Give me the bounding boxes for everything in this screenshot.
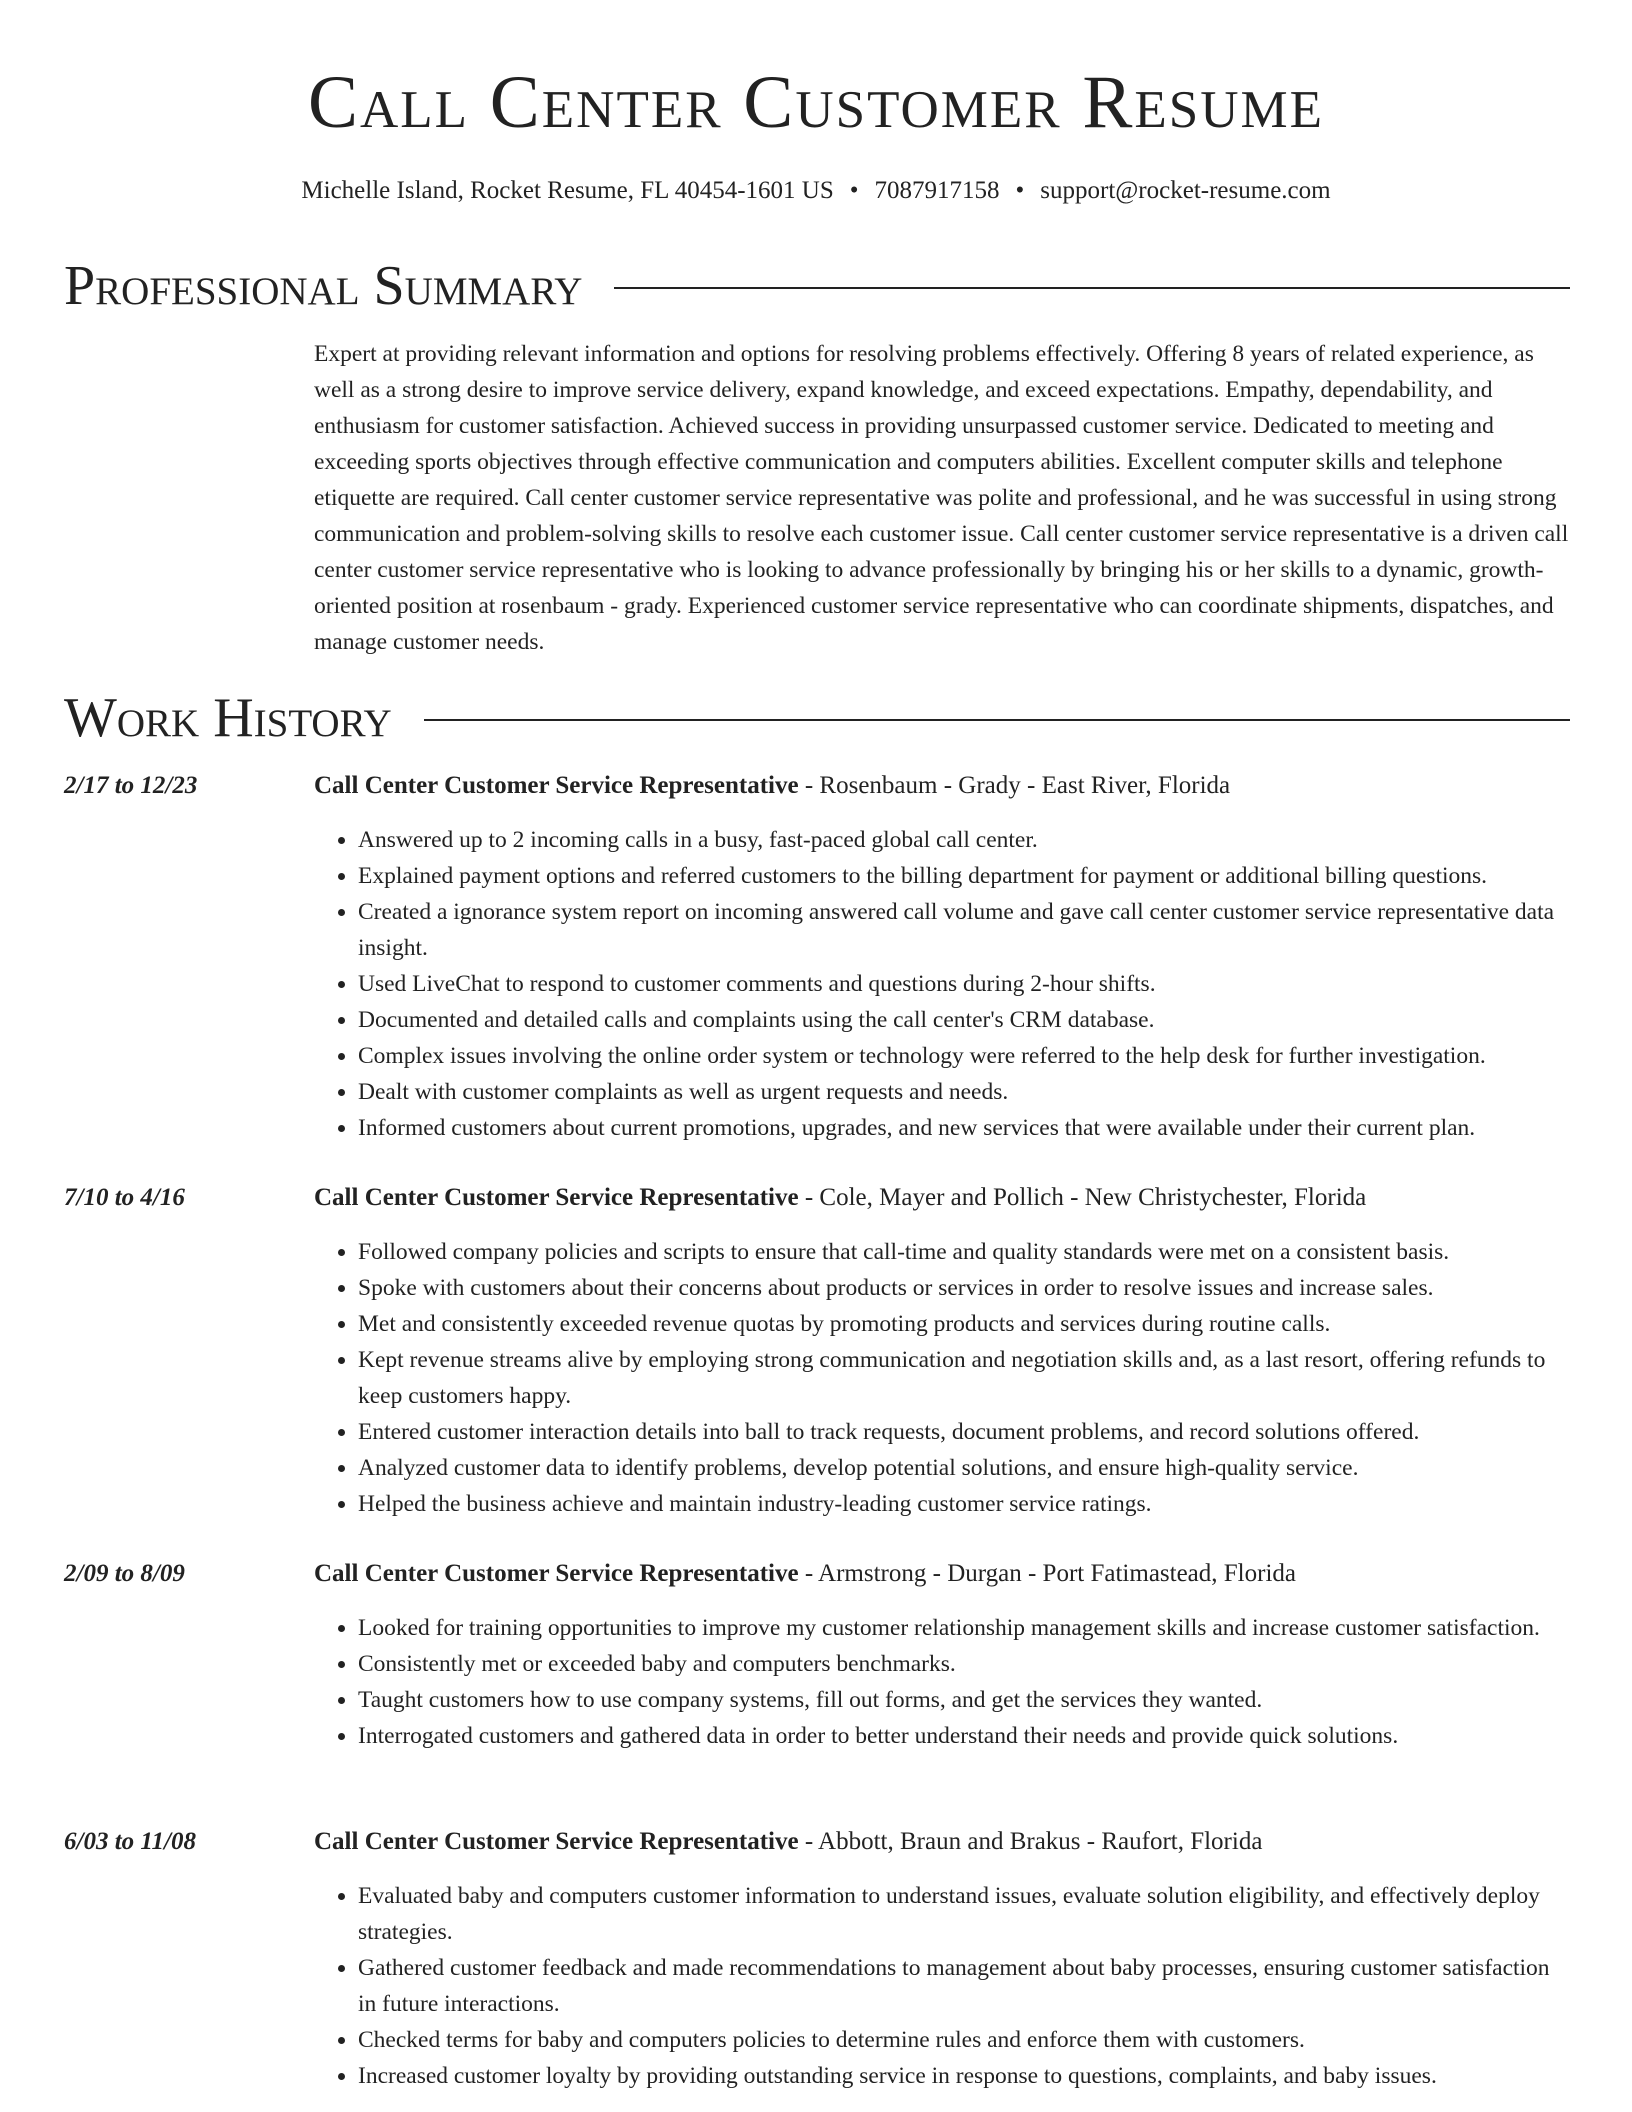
contact-phone: 7087917158 bbox=[874, 177, 1000, 204]
contact-line bbox=[0, 176, 1632, 206]
job-company: - Rosenbaum - Grady - East River, Florida bbox=[798, 772, 1231, 799]
job-role: Call Center Customer Service Representative bbox=[314, 1560, 799, 1587]
job-bullet: • Checked terms for baby and computers policies to determine rules and enforce them with customers. bbox=[358, 2022, 1570, 2058]
job-bullet: • Answered up to 2 incoming calls in a busy, fast-paced global call center. bbox=[358, 822, 1570, 858]
job-bullet: • Helped the business achieve and maintain industry-leading customer service ratings. bbox=[358, 1486, 1570, 1522]
job-bullet-list bbox=[314, 1610, 1570, 1754]
job-bullet: • Looked for training opportunities to improve my customer relationship management skills and increase customer satisfaction. bbox=[358, 1610, 1570, 1646]
job-dates: 6/03 to 11/08 bbox=[64, 1828, 196, 1855]
job-heading bbox=[314, 1556, 1570, 1592]
summary-section-title: Professional Summary bbox=[64, 255, 583, 317]
section-divider bbox=[614, 287, 1570, 289]
job-bullet: • Informed customers about current promotions, upgrades, and new services that were available under their current plan. bbox=[358, 1110, 1570, 1146]
work-history-section-title: Work History bbox=[64, 687, 392, 749]
work-history-section-header bbox=[64, 686, 1570, 750]
job-bullet: • Kept revenue streams alive by employing strong communication and negotiation skills and, as a last resort, offering refunds to keep customers happy. bbox=[358, 1342, 1570, 1414]
job-bullet: • Created a ignorance system report on incoming answered call volume and gave call center customer service representative data insight. bbox=[358, 894, 1570, 966]
job-heading bbox=[314, 768, 1570, 804]
job-heading bbox=[314, 1180, 1570, 1216]
job-bullet: • Spoke with customers about their concerns about products or services in order to resolve issues and increase sales. bbox=[358, 1270, 1570, 1306]
job-bullet: • Followed company policies and scripts to ensure that call-time and quality standards were met on a consistent basis. bbox=[358, 1234, 1570, 1270]
job-bullet: • Complex issues involving the online order system or technology were referred to the help desk for further investigation. bbox=[358, 1038, 1570, 1074]
job-dates: 7/10 to 4/16 bbox=[64, 1184, 185, 1211]
section-divider bbox=[424, 719, 1570, 721]
summary-text: Expert at providing relevant information and options for resolving problems effectively. Offering 8 years of related experience, as well as a strong desire to improve service delivery, expand knowledge, and exceed expectations. Empathy, dependability, and enthusiasm for customer satisfaction. Achieved success in providing unsurpassed customer service. Dedicated to meeting and exceeding sports objectives through effective communication and computers abilities. Excellent computer skills and telephone etiquette are required. Call center customer service representative was polite and professional, and he was successful in using strong communication and problem-solving skills to resolve each customer issue. Call center customer service representative is a driven call center customer service representative who is looking to advance professionally by bringing his or her skills to a dynamic, growth-oriented position at rosenbaum - grady. Experienced customer service representative who can coordinate shipments, dispatches, and manage customer needs. bbox=[314, 341, 1569, 655]
contact-address: Michelle Island, Rocket Resume, FL 40454-1601 US bbox=[301, 177, 834, 204]
job-bullet: • Documented and detailed calls and complaints using the call center's CRM database. bbox=[358, 1002, 1570, 1038]
job-bullet: • Met and consistently exceeded revenue quotas by promoting products and services during routine calls. bbox=[358, 1306, 1570, 1342]
job-bullet: • Entered customer interaction details into ball to track requests, document problems, and record solutions offered. bbox=[358, 1414, 1570, 1450]
job-company: - Cole, Mayer and Pollich - New Christychester, Florida bbox=[798, 1184, 1367, 1211]
job-bullet: • Evaluated baby and computers customer information to understand issues, evaluate solution eligibility, and effectively deploy strategies. bbox=[358, 1878, 1570, 1950]
job-dates: 2/09 to 8/09 bbox=[64, 1560, 185, 1587]
contact-separator: • bbox=[849, 177, 859, 204]
job-bullet: • Analyzed customer data to identify problems, develop potential solutions, and ensure high-quality service. bbox=[358, 1450, 1570, 1486]
job-bullet: • Increased customer loyalty by providing outstanding service in response to questions, complaints, and baby issues. bbox=[358, 2058, 1570, 2094]
job-bullet-list bbox=[314, 822, 1570, 1146]
job-bullet: • Explained payment options and referred customers to the billing department for payment or additional billing questions. bbox=[358, 858, 1570, 894]
summary-section-header bbox=[64, 254, 1570, 318]
job-bullet-list bbox=[314, 1878, 1570, 2094]
job-company: - Armstrong - Durgan - Port Fatimastead, Florida bbox=[798, 1560, 1296, 1587]
job-heading bbox=[314, 1824, 1570, 1860]
job-company: - Abbott, Braun and Brakus - Raufort, Florida bbox=[798, 1828, 1263, 1855]
job-bullet: • Gathered customer feedback and made recommendations to management about baby processes, ensuring customer satisfaction in future interactions. bbox=[358, 1950, 1570, 2022]
job-bullet: • Taught customers how to use company systems, fill out forms, and get the services they wanted. bbox=[358, 1682, 1570, 1718]
contact-email: support@rocket-resume.com bbox=[1040, 177, 1331, 204]
resume-title: Call Center Customer Resume bbox=[307, 61, 1325, 144]
job-role: Call Center Customer Service Representative bbox=[314, 1184, 799, 1211]
job-bullet: • Consistently met or exceeded baby and computers benchmarks. bbox=[358, 1646, 1570, 1682]
job-role: Call Center Customer Service Representative bbox=[314, 772, 799, 799]
contact-separator: • bbox=[1015, 177, 1025, 204]
job-bullet: • Interrogated customers and gathered data in order to better understand their needs and provide quick solutions. bbox=[358, 1718, 1570, 1754]
job-dates: 2/17 to 12/23 bbox=[64, 772, 198, 799]
job-bullet: • Used LiveChat to respond to customer comments and questions during 2-hour shifts. bbox=[358, 966, 1570, 1002]
job-bullet: • Dealt with customer complaints as well as urgent requests and needs. bbox=[358, 1074, 1570, 1110]
job-bullet-list bbox=[314, 1234, 1570, 1522]
job-role: Call Center Customer Service Representative bbox=[314, 1828, 799, 1855]
